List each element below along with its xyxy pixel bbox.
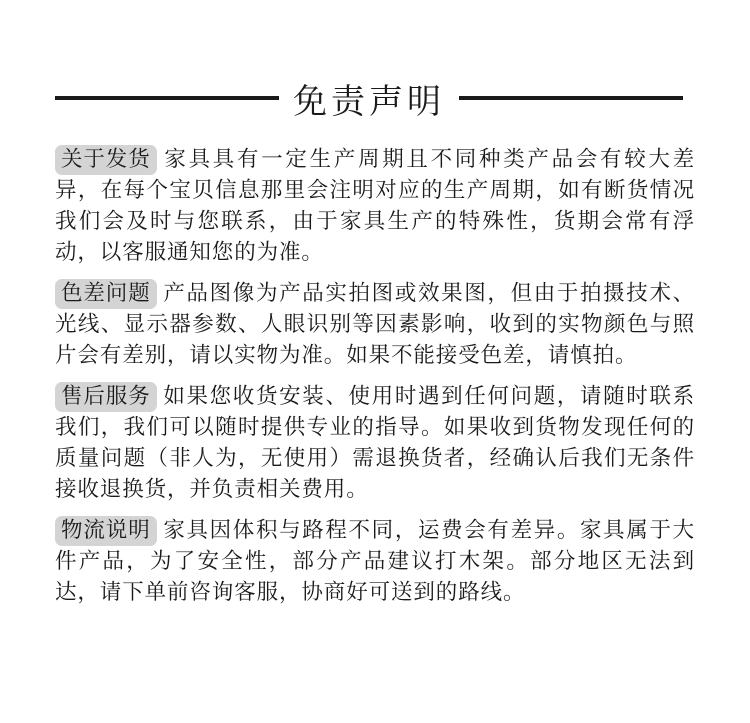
section-text-after-sales: 如果您收货安装、使用时遇到任何问题，请随时联系我们，我们可以随时提供专业的指导。如果收到货物发现任何的质量问题（非人为，无使用）需退换货者，经确认后我们无条件接收退换货，并负责相关费用。 [55,384,695,502]
section-logistics [55,515,695,608]
section-after-sales [55,381,695,505]
section-text-color-difference: 产品图像为产品实拍图或效果图，但由于拍摄技术、光线、显示器参数、人眼识别等因素影响，收到的实物颜色与照片会有差别，请以实物为准。如果不能接受色差，请慎拍。 [55,281,695,368]
section-tag-logistics: 物流说明 [55,516,157,546]
disclaimer-header [55,68,683,128]
section-tag-color-difference: 色差问题 [55,279,157,309]
section-tag-shipping: 关于发货 [55,145,157,175]
right-divider [459,96,683,100]
page-title: 免责声明 [293,81,445,122]
disclaimer-content [55,144,695,618]
section-tag-after-sales: 售后服务 [55,382,157,412]
section-text-shipping: 家具具有一定生产周期且不同种类产品会有较大差异，在每个宝贝信息那里会注明对应的生产周期，如有断货情况我们会及时与您联系，由于家具生产的特殊性，货期会常有浮动，以客服通知您的为准。 [55,147,695,265]
section-text-logistics: 家具因体积与路程不同，运费会有差异。家具属于大件产品，为了安全性，部分产品建议打木架。部分地区无法到达，请下单前咨询客服，协商好可送到的路线。 [55,518,695,605]
section-shipping [55,144,695,268]
left-divider [55,96,279,100]
section-color-difference [55,278,695,371]
